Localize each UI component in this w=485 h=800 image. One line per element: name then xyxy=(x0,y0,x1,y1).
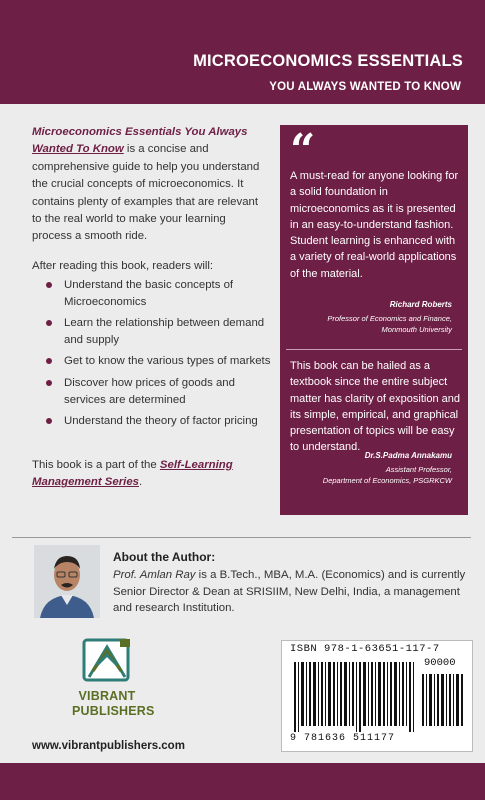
series-name: Self-Learning Management Series xyxy=(32,459,233,489)
author-divider xyxy=(12,537,471,538)
testimonial-1-role: Professor of Economics and Finance, Monmouth University xyxy=(327,314,452,334)
list-item: Learn the relationship between demand and supply xyxy=(44,315,274,348)
footer-band xyxy=(0,763,485,800)
book-title: MICROECONOMICS ESSENTIALS xyxy=(193,52,463,70)
testimonial-1-name: Richard Roberts xyxy=(389,300,452,309)
series-note: This book is a part of the Self-Learning Management Series. xyxy=(32,459,233,489)
author-heading: About the Author: xyxy=(113,550,216,564)
barcode-digits: 9 781636 511177 xyxy=(290,733,396,744)
intro-book-title-2: Wanted To Know xyxy=(32,143,124,156)
list-item: Discover how prices of goods and services are determined xyxy=(44,375,274,408)
list-item: Get to know the various types of markets xyxy=(44,353,274,370)
bullet-icon xyxy=(46,282,52,288)
price-code: 90000 xyxy=(424,657,456,669)
testimonial-2-quote: This book can be hailed as a textbook since the entire subject matter has clarity of exposition and its simple, empirical, and graphical presentation of topics will be easy to understand. xyxy=(290,360,460,454)
bullet-icon xyxy=(46,320,52,326)
author-photo xyxy=(34,545,100,618)
header-band xyxy=(0,0,485,104)
author-portrait-icon xyxy=(34,545,100,618)
publisher-name-2: PUBLISHERS xyxy=(72,704,155,718)
author-bio: Prof. Amlan Ray is a B.Tech., MBA, M.A. (Economics) and is currently Senior Director & Dean at SRISIIM, New Delhi, India, a management and research Institution. xyxy=(113,569,466,614)
isbn-barcode xyxy=(281,640,473,752)
after-reading-heading: After reading this book, readers will: xyxy=(32,260,214,272)
quote-mark-icon: “ xyxy=(290,125,316,176)
benefits-list xyxy=(44,277,274,435)
bullet-icon xyxy=(46,418,52,424)
publisher-website[interactable]: www.vibrantpublishers.com xyxy=(32,740,185,752)
intro-book-title-1: Microeconomics Essentials You Always xyxy=(32,126,248,138)
testimonial-2-name: Dr.S.Padma Annakamu xyxy=(364,451,452,460)
intro-text: is a concise and comprehensive guide to help you understand the crucial concepts of microeconomics. It contains plenty of examples that are relevant to the real world to make your learning process a smooth ride. xyxy=(32,143,260,243)
book-subtitle: YOU ALWAYS WANTED TO KNOW xyxy=(269,81,461,93)
publisher-name-1: VIBRANT xyxy=(78,689,136,703)
list-item: Understand the theory of factor pricing xyxy=(44,413,274,430)
intro-paragraph xyxy=(32,124,264,246)
author-name: Prof. Amlan Ray xyxy=(113,569,196,581)
book-logo-icon xyxy=(72,637,142,687)
testimonial-1-quote: A must-read for anyone looking for a solid foundation in microeconomics as it is presented in an easy-to-understand fashion. Student learning is enhanced with a variety of real-world applications of the material. xyxy=(290,170,459,280)
list-item: Understand the basic concepts of Microeconomics xyxy=(44,277,274,310)
bullet-icon xyxy=(46,380,52,386)
isbn-number: ISBN 978-1-63651-117-7 xyxy=(290,643,440,655)
bullet-icon xyxy=(46,358,52,364)
testimonial-divider xyxy=(286,349,462,350)
publisher-logo xyxy=(72,637,155,723)
testimonials-panel xyxy=(280,125,468,515)
testimonial-2-role: Assistant Professor, Department of Economics, PSGRKCW xyxy=(322,465,452,485)
